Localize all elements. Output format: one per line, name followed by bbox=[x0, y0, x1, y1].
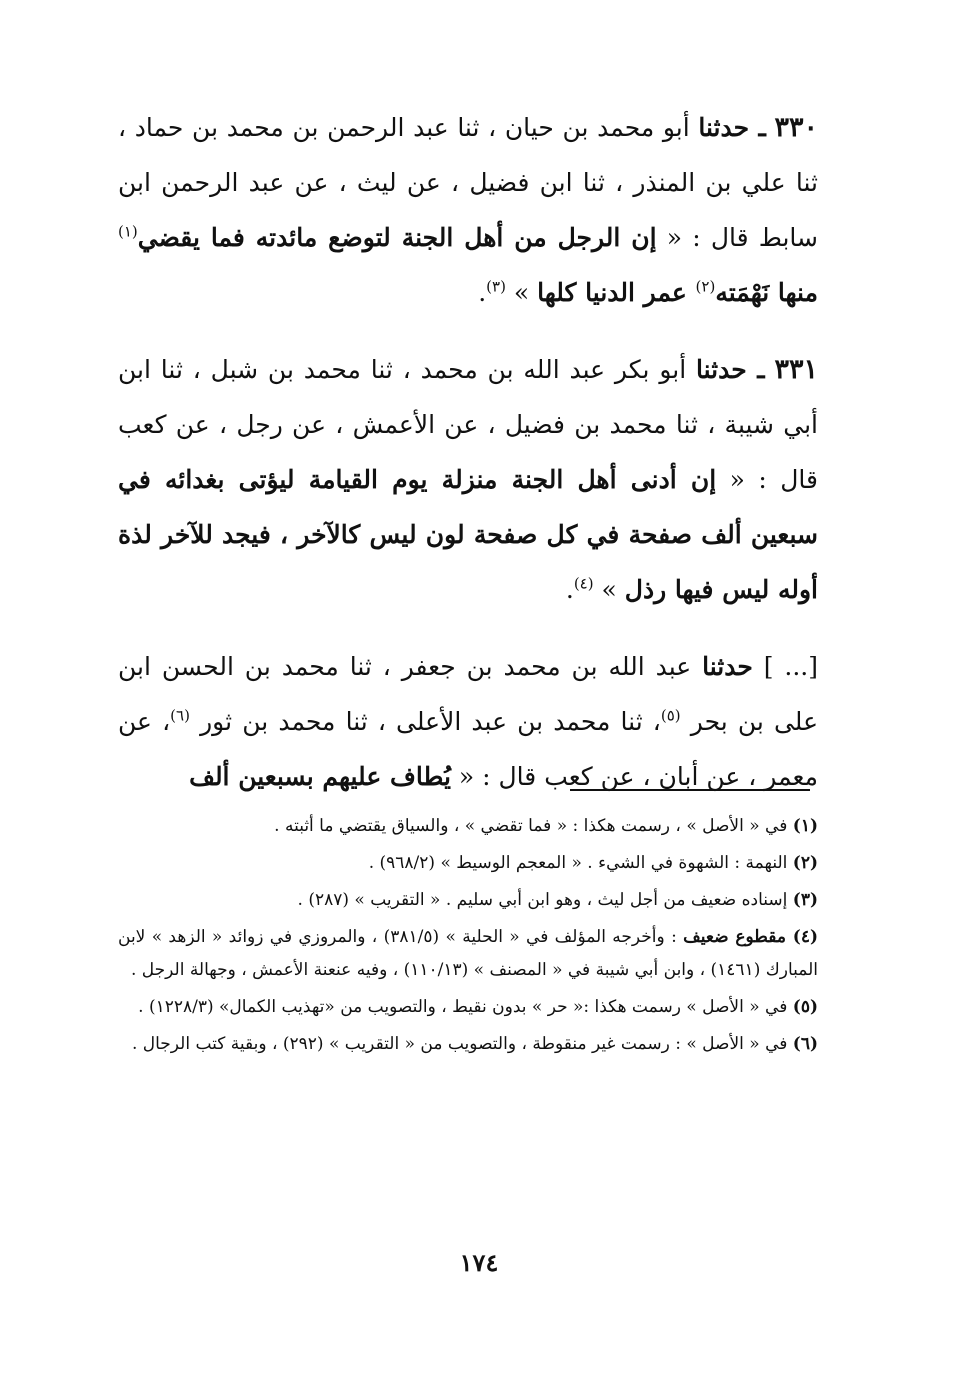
page-number: ١٧٤ bbox=[459, 1248, 499, 1277]
footnote-text: في « الأصل » ، رسمت هكذا : « فما تقضي » ، والسياق يقتضي ما أثبته . bbox=[274, 816, 793, 836]
footnote-text: في « الأصل » رسمت هكذا :« حر » بدون نقيط ، والتصويب من «تهذيب الكمال» (١٢٢٨/٣) . bbox=[138, 997, 793, 1017]
isnad-text: ، عن معمر ، عن أبان ، عن كعب قال : « bbox=[118, 707, 818, 791]
isnad-text: ، ثنا محمد بن عبد الأعلى ، ثنا محمد بن ثور bbox=[189, 707, 661, 736]
quote-close: » bbox=[593, 575, 625, 604]
footnote-ref: (٦) bbox=[170, 706, 190, 725]
isnad-text: أبو محمد بن حيان ، ثنا عبد الرحمن بن محمد بن حماد ، ثنا علي بن المنذر ، ثنا ابن فضيل ، عن ليث ، عن عبد الرحمن ابن سابط قال : « bbox=[118, 113, 819, 252]
footnote-label: (٢) bbox=[792, 853, 818, 873]
footnote-ref: (٤) bbox=[573, 574, 594, 593]
footnote-ref: (١) bbox=[118, 222, 138, 241]
footnote bbox=[118, 991, 818, 1024]
footnote bbox=[118, 847, 818, 880]
isnad-text: أبو بكر عبد الله بن محمد ، ثنا محمد بن شبل ، ثنا ابن أبي شيبة ، ثنا محمد بن فضيل ، عن الأعمش ، عن رجل ، عن كعب قال : « bbox=[118, 355, 818, 494]
footnotes bbox=[118, 810, 818, 1065]
footnote-ref: (٥) bbox=[660, 706, 681, 725]
footnote-text: إسناده ضعيف من أجل ليث ، وهو ابن أبي سليم . « التقريب » (٢٨٧) . bbox=[297, 890, 793, 910]
matn-text: إن أدنى أهل الجنة منزلة يوم القيامة ليؤتى بغدائه في سبعين ألف صفحة في كل صفحة لون ليس كالآخر ، فيجد للآخر لذة أوله ليس فيها رذل bbox=[118, 465, 818, 604]
hadith-paragraph-331 bbox=[118, 342, 818, 617]
footnote-label: (١) bbox=[792, 816, 818, 836]
footnote-label: (٣) bbox=[792, 890, 818, 910]
matn-text: إن الرجل من أهل الجنة لتوضع مائدته فما يقضي bbox=[137, 223, 657, 252]
footnote bbox=[118, 810, 818, 843]
footnote-ref: (٣) bbox=[486, 277, 506, 296]
hadith-heading-word: حدثنا bbox=[702, 652, 753, 681]
footnote-label: (٦) bbox=[792, 1034, 818, 1054]
footnote-label: (٤) مقطوع ضعيف bbox=[683, 927, 819, 947]
footnote-text: النهمة : الشهوة في الشيء . « المعجم الوسيط » (٩٦٨/٢) . bbox=[368, 853, 793, 873]
footnote-text: في « الأصل » : رسمت غير منقوطة ، والتصويب من « التقريب » (٢٩٢) ، وبقية كتب الرجال . bbox=[131, 1034, 793, 1054]
period: . bbox=[478, 278, 487, 307]
footnote bbox=[118, 1028, 818, 1061]
matn-text: عمر الدنيا كلها bbox=[537, 278, 696, 307]
hadith-number: ٣٣٠ bbox=[774, 112, 818, 143]
footnote-separator bbox=[570, 789, 810, 791]
hadith-heading-word: ـ حدثنا bbox=[696, 355, 765, 384]
quote-close: » bbox=[505, 278, 538, 307]
hadith-paragraph-unnumbered bbox=[118, 639, 818, 804]
period: . bbox=[565, 575, 574, 604]
footnote-text: : وأخرجه المؤلف في « الحلية » (٣٨١/٥) ، والمروزي في زوائد « الزهد » لابن المبارك (١٤٦١) ، وابن أبي شيبة في « المصنف » (١١٠/١٣) ، وفيه عنعنة الأعمش ، وجهالة الرجل . bbox=[118, 927, 818, 980]
hadith-heading-word: ـ حدثنا bbox=[698, 113, 766, 142]
footnote bbox=[118, 884, 818, 917]
matn-text: منها نَهْمَته bbox=[715, 278, 818, 307]
matn-text: يُطاف عليهم بسبعين ألف bbox=[189, 762, 451, 791]
hadith-paragraph-330 bbox=[118, 100, 818, 320]
isnad-text: عبد الله بن محمد بن جعفر ، ثنا محمد بن الحسن ابن على بن بحر bbox=[118, 652, 818, 736]
footnote bbox=[118, 921, 818, 987]
lacuna-marker: [... ] bbox=[752, 652, 818, 681]
footnote-label: (٥) bbox=[792, 997, 818, 1017]
hadith-number: ٣٣١ bbox=[774, 354, 818, 385]
main-text bbox=[118, 100, 818, 826]
footnote-ref: (٢) bbox=[695, 277, 716, 296]
